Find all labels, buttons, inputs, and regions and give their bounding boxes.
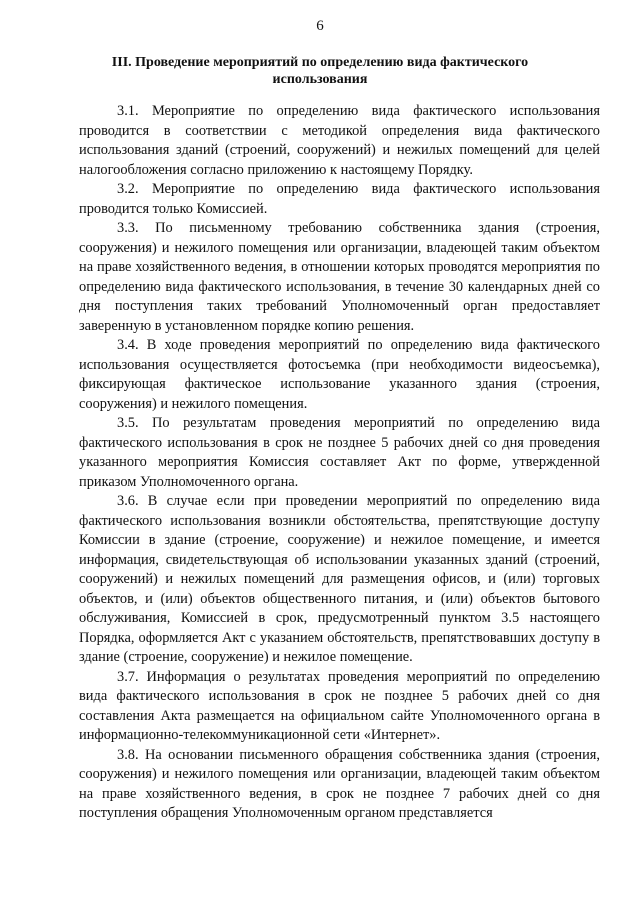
paragraph-3-4: 3.4. В ходе проведения мероприятий по определению вида фактического использования осуществляется фотосъемка (при необходимости видеосъемка), фиксирующая фактическое использование указанного здания (строения, сооружения) и нежилого помещения. <box>79 337 600 412</box>
page-number: 6 <box>316 18 324 34</box>
document-body <box>79 102 600 824</box>
paragraph-3-5: 3.5. По результатам проведения мероприятий по определению вида фактического использования в срок не позднее 5 рабочих дней со дня проведения указанного мероприятия Комиссия составляет Акт по форме, утвержденной приказом Уполномоченного органа. <box>79 415 600 490</box>
section-title: III. Проведение мероприятий по определению вида фактического использования <box>111 55 529 87</box>
paragraph-3-2: 3.2. Мероприятие по определению вида фактического использования проводится только Комиссией. <box>79 181 600 217</box>
paragraph-3-6: 3.6. В случае если при проведении мероприятий по определению вида фактического использования возникли обстоятельства, препятствующие доступу Комиссии в здание (строение, сооружение) и нежилое помещение, и имеется информация, свидетельствующая об использовании указанных зданий (строений, сооружений) и нежилых помещений для размещения офисов, и (или) торговых объектов, и (или) объектов общественного питания, и (или) объектов бытового обслуживания, Комиссией в срок, предусмотренный пунктом 3.5 настоящего Порядка, оформляется Акт с указанием обстоятельств, препятствовавших доступу в здание (строение, сооружение) и нежилое помещение. <box>79 493 600 665</box>
paragraph-3-7: 3.7. Информация о результатах проведения мероприятий по определению вида фактического использования в срок не позднее 5 рабочих дней со дня составления Акта размещается на официальном сайте Уполномоченного органа в информационно-телекоммуникационной сети «Интернет». <box>79 668 600 743</box>
paragraph-3-8: 3.8. На основании письменного обращения собственника здания (строения, сооружения) и нежилого помещения или организации, владеющей таким объектом на праве хозяйственного ведения, в срок не позднее 7 рабочих дней со дня поступления обращения Уполномоченным органом представляется <box>79 746 600 821</box>
paragraph-3-3: 3.3. По письменному требованию собственника здания (строения, сооружения) и нежилого помещения или организации, владеющей таким объектом на праве хозяйственного ведения, в отношении которых проводятся мероприятия по определению вида фактического использования, в течение 30 календарных дней со дня поступления таких требований Уполномоченный орган предоставляет заверенную в установленном порядке копию решения. <box>79 220 600 334</box>
paragraph-3-1: 3.1. Мероприятие по определению вида фактического использования проводится в соответствии с методикой определения вида фактического использования зданий (строений, сооружений) и нежилых помещений для целей налогообложения согласно приложению к настоящему Порядку. <box>79 103 600 178</box>
